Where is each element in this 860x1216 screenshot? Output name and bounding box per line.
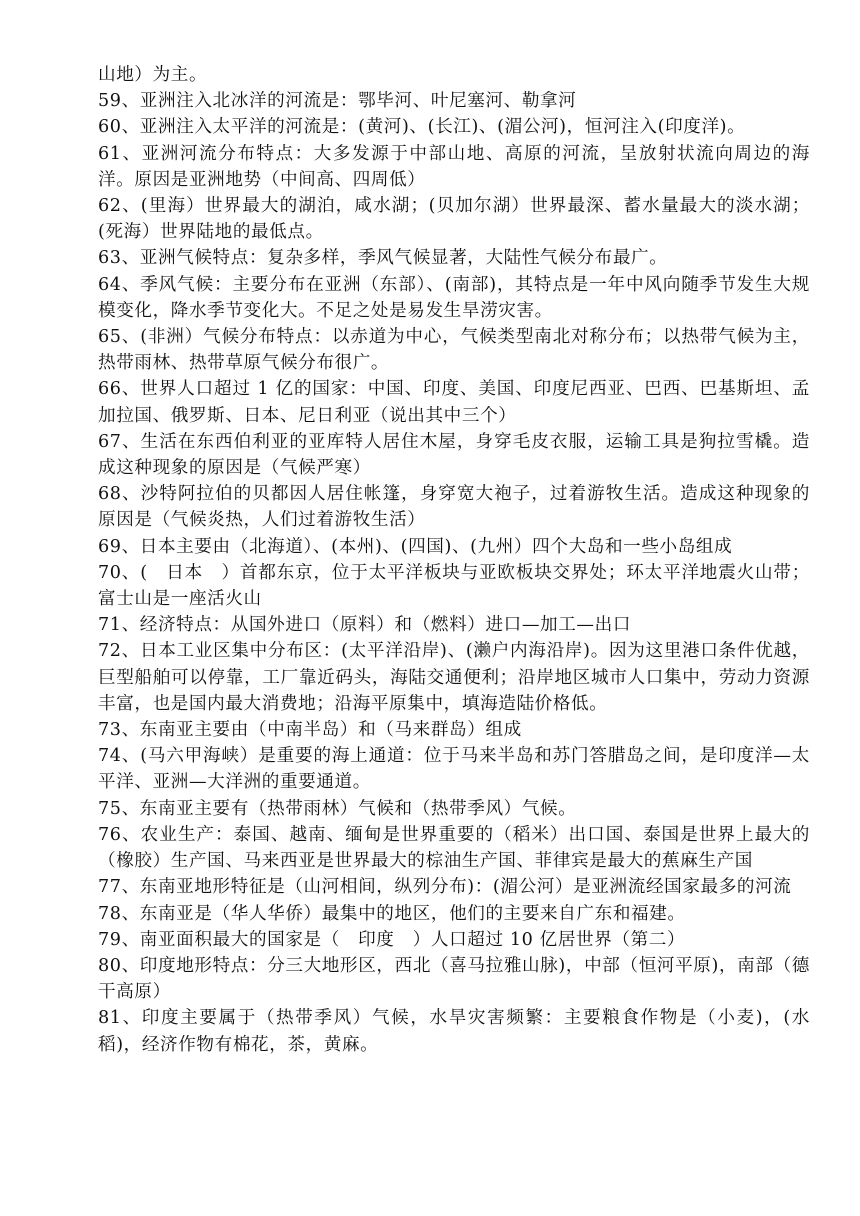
paragraph-81: 81、印度主要属于（热带季风）气候，水旱灾害频繁：主要粮食作物是（小麦)，(水稻)，经济作物有棉花，茶，黄麻。: [98, 1008, 810, 1055]
paragraph-78: 78、东南亚是（华人华侨）最集中的地区，他们的主要来自广东和福建。: [98, 903, 686, 924]
paragraph-69: 69、日本主要由（北海道）、(本州)、(四国)、(九州）四个大岛和一些小岛组成: [98, 536, 733, 557]
paragraph-65: 65、(非洲）气候分布特点：以赤道为中心，气候类型南北对称分布；以热带气候为主，热带雨林、热带草原气候分布很广。: [98, 327, 810, 374]
paragraph-73: 73、东南亚主要由（中南半岛）和（马来群岛）组成: [98, 720, 522, 741]
paragraph-62: 62、(里海）世界最大的湖泊，咸水湖；(贝加尔湖）世界最深、蓄水量最大的淡水湖；(死海）世界陆地的最低点。: [98, 196, 810, 243]
paragraph-68: 68、沙特阿拉伯的贝都因人居住帐篷，身穿宽大袍子，过着游牧生活。造成这种现象的原因是（气候炎热，人们过着游牧生活）: [98, 484, 810, 531]
paragraph-66: 66、世界人口超过 1 亿的国家：中国、印度、美国、印度尼西亚、巴西、巴基斯坦、孟加拉国、俄罗斯、日本、尼日利亚（说出其中三个）: [98, 379, 810, 426]
paragraph-70: 70、( 日本 ）首都东京，位于太平洋板块与亚欧板块交界处；环太平洋地震火山带；富士山是一座活火山: [98, 562, 810, 610]
paragraph-63: 63、亚洲气候特点：复杂多样，季风气候显著，大陆性气候分布最广。: [98, 248, 668, 269]
document-body: [98, 62, 810, 1058]
paragraph-79: 79、南亚面积最大的国家是（ 印度 ）人口超过 10 亿居世界（第二）: [98, 929, 686, 950]
paragraph-59: 59、亚洲注入北冰洋的河流是：鄂毕河、叶尼塞河、勒拿河: [98, 91, 577, 112]
paragraph-74: 74、(马六甲海峡）是重要的海上通道：位于马来半岛和苏门答腊岛之间，是印度洋—太平洋、亚洲—大洋洲的重要通道。: [98, 746, 810, 793]
paragraph-76: 76、农业生产：泰国、越南、缅甸是世界重要的（稻米）出口国、泰国是世界上最大的（橡胶）生产国、马来西亚是世界最大的棕油生产国、菲律宾是最大的蕉麻生产国: [98, 824, 810, 872]
paragraph-77: 77、东南亚地形特征是（山河相间，纵列分布)：(湄公河）是亚洲流经国家最多的河流: [98, 877, 792, 898]
paragraph-60: 60、亚洲注入太平洋的河流是：(黄河)、(长江)、(湄公河)，恒河注入(印度洋)。: [98, 117, 746, 138]
paragraph-67: 67、生活在东西伯利亚的亚库特人居住木屋，身穿毛皮衣服，运输工具是狗拉雪橇。造成这种现象的原因是（气候严寒）: [98, 431, 810, 479]
paragraph-72: 72、日本工业区集中分布区：(太平洋沿岸)、(濑户内海沿岸)。因为这里港口条件优越，巨型船舶可以停靠，工厂靠近码头，海陆交通便利；沿岸地区城市人口集中，劳动力资源丰富，也是国内最大消费地；沿海平原集中，填海造陆价格低。: [98, 641, 810, 714]
paragraph-75: 75、东南亚主要有（热带雨林）气候和（热带季风）气候。: [98, 798, 577, 819]
paragraph-80: 80、印度地形特点：分三大地形区，西北（喜马拉雅山脉)，中部（恒河平原)，南部（德干高原）: [98, 955, 810, 1003]
paragraph-71: 71、经济特点：从国外进口（原料）和（燃料）进口—加工—出口: [98, 615, 632, 636]
paragraph-continuation: 山地）为主。: [98, 65, 208, 85]
paragraph-61: 61、亚洲河流分布特点：大多发源于中部山地、高原的河流，呈放射状流向周边的海洋。原因是亚洲地势（中间高、四周低）: [98, 143, 810, 190]
paragraph-64: 64、季风气候：主要分布在亚洲（东部）、(南部)，其特点是一年中风向随季节发生大规模变化，降水季节变化大。不足之处是易发生旱涝灾害。: [98, 274, 810, 321]
